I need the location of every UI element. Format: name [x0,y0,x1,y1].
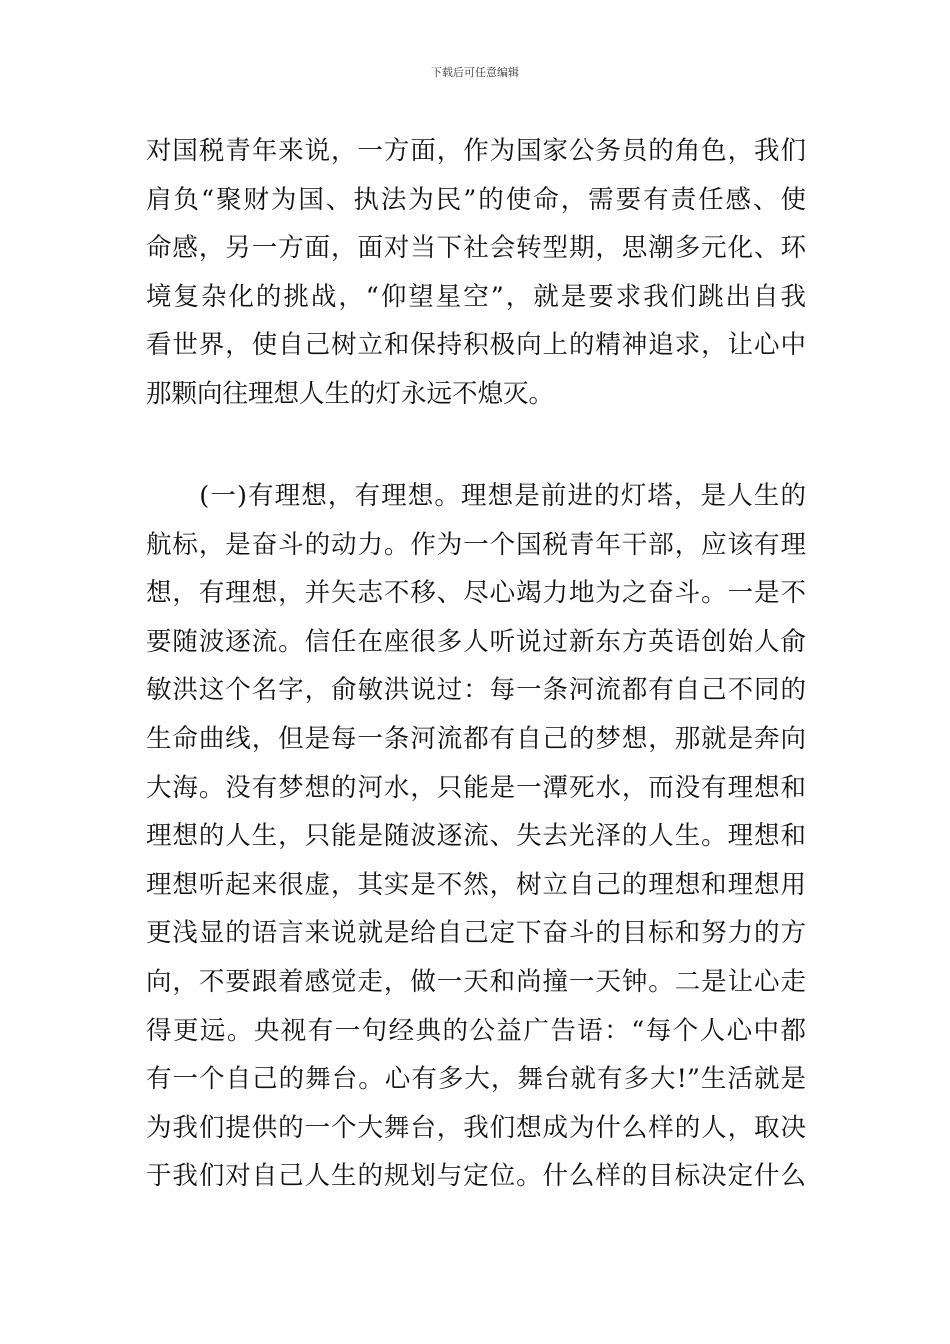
paragraph-line: 看世界，使自己树立和保持积极向上的精神追求，让心中 [146,330,806,361]
paragraph-line: 想，有理想，并矢志不移、尽心竭力地为之奋斗。一是不 [146,578,806,609]
paragraph-line: (一)有理想，有理想。理想是前进的灯塔，是人生的 [146,481,806,511]
paragraph-line: 大海。没有梦想的河水，只能是一潭死水，而没有理想和 [146,772,806,803]
paragraph-line: 生命曲线，但是每一条河流都有自己的梦想，那就是奔向 [146,723,806,754]
paragraph-line: 航标，是奋斗的动力。作为一个国税青年干部，应该有理 [146,529,806,560]
paragraph-line: 得更远。央视有一句经典的公益广告语：“每个人心中都 [146,1015,806,1046]
paragraph-line: 理想的人生，只能是随波逐流、失去光泽的人生。理想和 [146,821,806,852]
paragraph-line: 要随波逐流。信任在座很多人听说过新东方英语创始人俞 [146,626,806,657]
paragraph-line: 为我们提供的一个大舞台，我们想成为什么样的人，取决 [146,1112,806,1143]
paragraph-line: 境复杂化的挑战，“仰望星空”，就是要求我们跳出自我 [146,281,806,312]
paragraph-line: 更浅显的语言来说就是给自己定下奋斗的目标和努力的方 [146,918,806,949]
paragraph-line: 对国税青年来说，一方面，作为国家公务员的角色，我们 [146,136,806,166]
paragraph-line: 向，不要跟着感觉走，做一天和尚撞一天钟。二是让心走 [146,966,806,997]
paragraph-line: 有一个自己的舞台。心有多大，舞台就有多大!”生活就是 [146,1064,806,1095]
paragraph-line: 那颗向往理想人生的灯永远不熄灭。 [146,378,555,409]
paragraph-line: 于我们对自己人生的规划与定位。什么样的目标决定什么 [146,1161,806,1192]
header-note: 下载后可任意编辑 [431,66,519,79]
paragraph-line: 肩负“聚财为国、执法为民”的使命，需要有责任感、使 [146,184,806,215]
paragraph-line: 理想听起来很虚，其实是不然，树立自己的理想和理想用 [146,869,806,900]
paragraph-1 [146,127,806,419]
paragraph-line: 敏洪这个名字，俞敏洪说过：每一条河流都有自己不同的 [146,675,806,706]
paragraph-2 [146,472,806,1201]
paragraph-line: 命感，另一方面，面对当下社会转型期，思潮多元化、环 [146,233,806,264]
